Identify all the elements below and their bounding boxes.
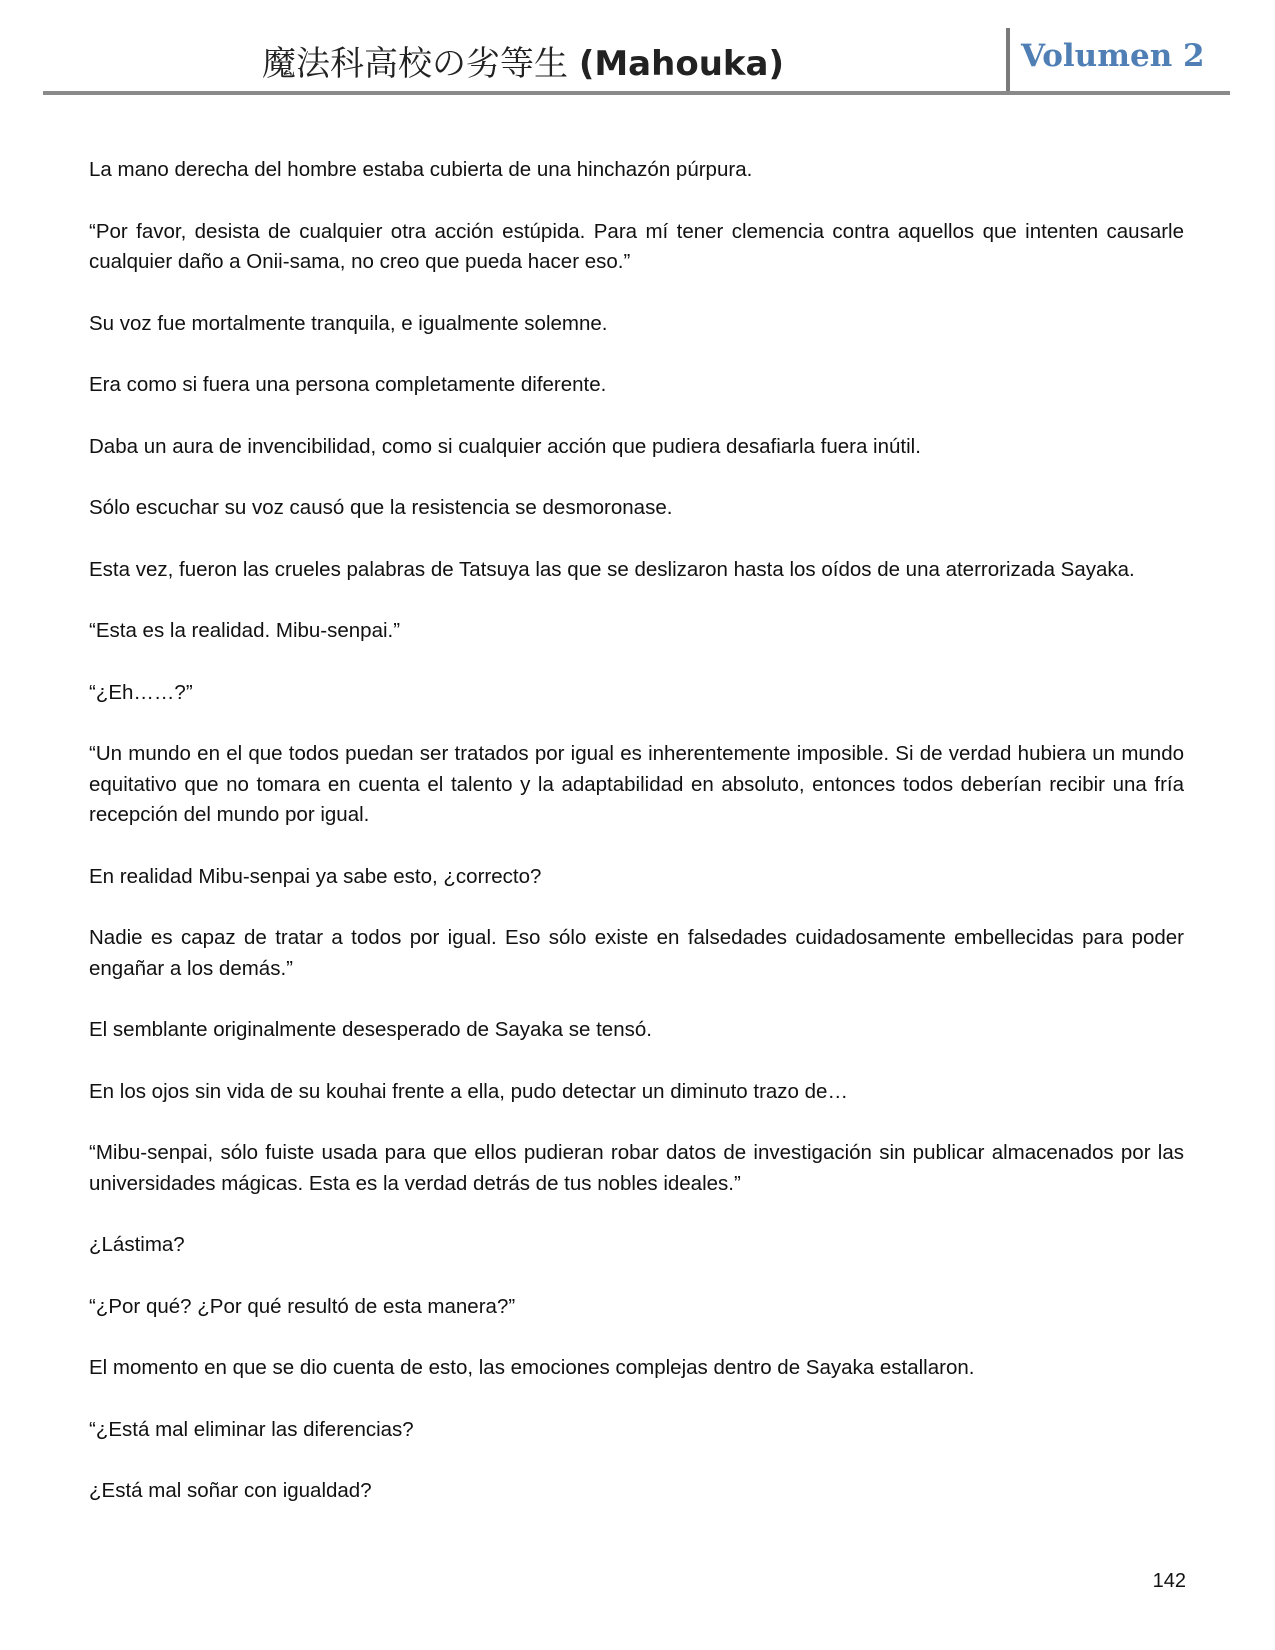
paragraph: “Esta es la realidad. Mibu-senpai.” xyxy=(89,619,401,642)
paragraph: “¿Está mal eliminar las diferencias? xyxy=(89,1417,414,1441)
book-title-japanese: 魔法科高校の劣等生 xyxy=(262,44,568,84)
paragraph: “Un mundo en el que todos puedan ser tratados por igual es inherentemente imposible. Si de verdad hubiera un mundo equitativo que no tomara en cuenta el talento y la adaptabilidad en absoluto, entonces todos deberían recibir una fría recepción del mundo por igual. xyxy=(89,742,1184,826)
paragraph: Esta vez, fueron las crueles palabras de Tatsuya las que se deslizaron hasta los oídos de una aterrorizada Sayaka. xyxy=(89,557,1135,581)
book-title xyxy=(43,36,1003,85)
page-body xyxy=(89,155,1184,1538)
paragraph: “Mibu-senpai, sólo fuiste usada para que ellos pudieran robar datos de investigación sin publicar almacenados por las universidades mágicas. Esta es la verdad detrás de tus nobles ideales.” xyxy=(89,1141,1184,1195)
header-divider xyxy=(1006,28,1010,91)
paragraph: ¿Lástima? xyxy=(89,1233,185,1256)
volume-label: Volumen 2 xyxy=(1021,38,1205,74)
paragraph: En los ojos sin vida de su kouhai frente a ella, pudo detectar un diminuto trazo de… xyxy=(89,1079,848,1103)
paragraph: “¿Por qué? ¿Por qué resultó de esta manera?” xyxy=(89,1294,516,1318)
paragraph: El semblante originalmente desesperado de Sayaka se tensó. xyxy=(89,1018,652,1041)
paragraph: Su voz fue mortalmente tranquila, e igualmente solemne. xyxy=(89,311,608,335)
paragraph: Sólo escuchar su voz causó que la resistencia se desmoronase. xyxy=(89,496,673,519)
paragraph: El momento en que se dio cuenta de esto, las emociones complejas dentro de Sayaka estallaron. xyxy=(89,1356,975,1379)
paragraph: La mano derecha del hombre estaba cubierta de una hinchazón púrpura. xyxy=(89,158,753,181)
paragraph: ¿Está mal soñar con igualdad? xyxy=(89,1479,372,1502)
page-number: 142 xyxy=(1152,1570,1186,1592)
page-header xyxy=(43,0,1230,95)
paragraph: Era como si fuera una persona completamente diferente. xyxy=(89,373,607,396)
book-title-latin: (Mahouka) xyxy=(578,44,784,84)
paragraph: Nadie es capaz de tratar a todos por igual. Eso sólo existe en falsedades cuidadosamente embellecidas para poder engañar a los demás.” xyxy=(89,926,1184,980)
paragraph: En realidad Mibu-senpai ya sabe esto, ¿correcto? xyxy=(89,864,542,888)
paragraph: “Por favor, desista de cualquier otra acción estúpida. Para mí tener clemencia contra aquellos que intenten causarle cualquier daño a Onii-sama, no creo que pueda hacer eso.” xyxy=(89,219,1184,273)
paragraph: Daba un aura de invencibilidad, como si cualquier acción que pudiera desafiarla fuera inútil. xyxy=(89,434,921,458)
paragraph: “¿Eh……?” xyxy=(89,680,193,704)
